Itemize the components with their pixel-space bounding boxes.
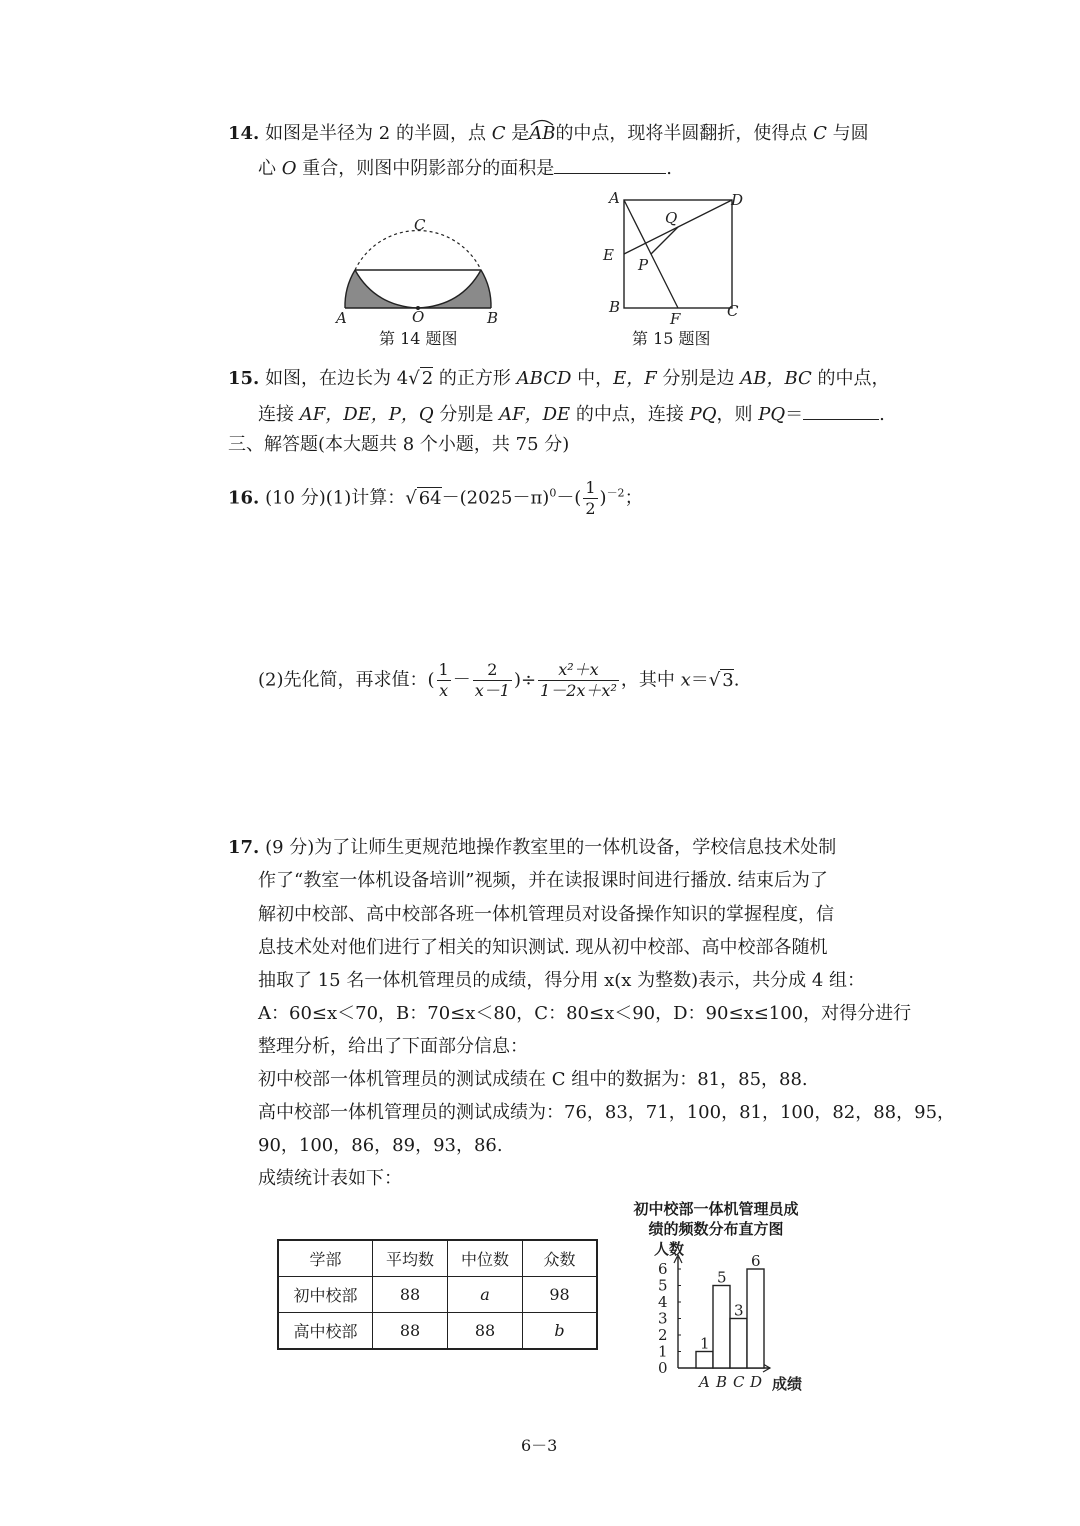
bar-data-label: 3 xyxy=(734,1301,744,1320)
q15-text: 如图，在边长为 4 xyxy=(265,368,409,389)
y-axis-label: 人数 xyxy=(654,1240,685,1258)
q15-line-1 xyxy=(228,367,890,391)
fraction-1-over-x xyxy=(437,660,451,701)
q17-line-3: 息技术处对他们进行了相关的知识测试. 现从初中校部、高中校部各随机 xyxy=(258,937,828,958)
q14-line-2 xyxy=(258,155,672,181)
x-tick-label: A xyxy=(699,1373,710,1391)
arc-mark-icon xyxy=(529,118,555,126)
numerator: 1 xyxy=(438,660,449,679)
denominator: 2 xyxy=(585,499,596,518)
table-header: 中位数 xyxy=(448,1240,523,1277)
q15-text: 的正方形 xyxy=(433,368,517,389)
dashed-arc xyxy=(355,231,481,270)
y-tick-label: 5 xyxy=(658,1276,668,1295)
radicand: 64 xyxy=(418,487,442,509)
q14-number: 14. xyxy=(228,123,260,144)
table-cell: a xyxy=(448,1277,523,1313)
label-b: B xyxy=(487,309,499,325)
figure-15 xyxy=(598,188,753,328)
q17-line-10: 成绩统计表如下： xyxy=(258,1168,402,1189)
shaded-region-right xyxy=(418,270,491,308)
q17-line-0 xyxy=(228,836,836,860)
q15-text: 连接 xyxy=(258,404,300,425)
histogram-title xyxy=(606,1199,826,1239)
table-cell: b xyxy=(523,1313,598,1350)
q14-text: 是 xyxy=(505,123,530,144)
q17-line-6: 整理分析，给出了下面部分信息： xyxy=(258,1036,528,1057)
label-e: E xyxy=(603,246,614,264)
table-cell: 88 xyxy=(373,1277,448,1313)
sqrt-symbol: √ xyxy=(408,368,420,389)
q16-part-1 xyxy=(228,478,643,519)
section-3-heading: 三、解答题(本大题共 8 个小题，共 75 分) xyxy=(228,434,570,455)
q14-text: 的中点，现将半圆翻折，使得点 xyxy=(555,123,814,144)
q15-text: 分别是 xyxy=(433,404,500,425)
math-var: ABCD xyxy=(516,368,572,389)
x-tick-label: D xyxy=(750,1373,763,1391)
q17-line-4: 抽取了 15 名一体机管理员的成绩，得分用 x(x 为整数)表示，共分成 4 组： xyxy=(258,970,866,991)
q16-text: ) xyxy=(599,487,607,509)
q15-text: 的中点，连接 xyxy=(570,404,690,425)
q15-text: 的中点， xyxy=(811,368,890,389)
histogram-title-line-2: 绩的频数分布直方图 xyxy=(648,1220,784,1238)
q15-text: . xyxy=(879,404,885,425)
table-row xyxy=(278,1313,597,1350)
table-cell: 88 xyxy=(448,1313,523,1350)
math-var: E，F xyxy=(613,368,657,389)
label-a: A xyxy=(336,309,347,325)
label-q: Q xyxy=(665,209,678,227)
point-label: C xyxy=(813,123,827,144)
table-cell: 高中校部 xyxy=(278,1313,373,1350)
bar xyxy=(696,1352,713,1369)
q16-number: 16. xyxy=(228,487,260,509)
table-cell: 88 xyxy=(373,1313,448,1350)
table-cell: 初中校部 xyxy=(278,1277,373,1313)
exponent: －2 xyxy=(606,486,625,500)
q15-text: ＝ xyxy=(785,404,804,425)
y-tick-label: 6 xyxy=(658,1260,668,1278)
math-var: AF，DE，P，Q xyxy=(299,404,434,425)
square-abcd xyxy=(624,200,732,308)
denominator: x－1 xyxy=(474,681,510,700)
operator: － xyxy=(452,669,471,691)
math-var: x xyxy=(680,669,691,691)
q14-text: . xyxy=(666,158,672,179)
y-tick-label: 1 xyxy=(658,1342,668,1361)
q14-text: 如图是半径为 2 的半圆，点 xyxy=(265,123,492,144)
radicand: 2 xyxy=(421,368,434,389)
radicand: 3 xyxy=(722,669,734,691)
x-axis-label: 成绩 xyxy=(772,1375,803,1393)
q14-line-1 xyxy=(228,122,869,146)
q17-line-5: A：60≤x＜70，B：70≤x＜80，C：80≤x＜90，D：90≤x≤100，对得分进行 xyxy=(258,1003,912,1024)
y-tick-label: 4 xyxy=(658,1293,668,1311)
q16-text: )÷ xyxy=(513,669,537,691)
q17-number: 17. xyxy=(228,837,260,858)
sqrt-symbol: √ xyxy=(708,669,721,691)
q16-text: －(2025－π) xyxy=(441,487,550,509)
label-c: C xyxy=(727,302,739,320)
y-tick-label: 2 xyxy=(658,1326,668,1344)
q16-part-2 xyxy=(258,660,739,701)
arc-ab xyxy=(529,122,555,146)
bar xyxy=(747,1269,764,1368)
point-label: O xyxy=(281,158,297,179)
q16-text: (2)先化简，再求值：( xyxy=(258,669,435,691)
fraction-2-over-x-minus-1 xyxy=(473,660,512,701)
q16-text: ，其中 xyxy=(620,669,681,691)
stats-table xyxy=(277,1239,598,1350)
q15-line-2 xyxy=(258,401,885,427)
x-tick-label: B xyxy=(716,1373,728,1391)
numerator: x²＋x xyxy=(538,660,619,681)
table-header: 平均数 xyxy=(373,1240,448,1277)
q16-text: (10 分)(1)计算： xyxy=(265,487,406,509)
label-o: O xyxy=(412,308,425,325)
q14-text: 与圆 xyxy=(826,123,869,144)
shaded-region-left xyxy=(345,270,418,308)
point-label: C xyxy=(491,123,506,144)
table-header: 学部 xyxy=(278,1240,373,1277)
label-c: C xyxy=(414,216,426,234)
label-d: D xyxy=(731,191,744,209)
figure-14-caption: 第 14 题图 xyxy=(379,329,458,348)
fraction-half xyxy=(583,478,597,519)
q17-line-9: 90，100，86，89，93，86. xyxy=(258,1135,503,1156)
y-tick-label: 3 xyxy=(658,1309,668,1328)
table-header-row xyxy=(278,1240,597,1277)
fraction-main xyxy=(538,660,619,701)
denominator: x xyxy=(439,681,449,700)
label-b: B xyxy=(609,298,621,316)
q15-number: 15. xyxy=(228,368,260,389)
q17-line-1: 作了“教室一体机设备培训”视频，并在读报课时间进行播放. 结束后为了 xyxy=(258,870,828,891)
exponent: 0 xyxy=(549,486,557,500)
bar xyxy=(730,1319,747,1369)
math-var: AB，BC xyxy=(740,368,812,389)
sqrt-symbol: √ xyxy=(405,487,417,509)
q16-text: . xyxy=(733,669,740,691)
table-header: 众数 xyxy=(523,1240,598,1277)
q17-line-8: 高中校部一体机管理员的测试成绩为：76，83，71，100，81，100，82，88，95， xyxy=(258,1102,956,1123)
q16-text: －( xyxy=(556,487,582,509)
bar-data-label: 6 xyxy=(751,1252,761,1270)
q15-text: 分别是边 xyxy=(656,368,741,389)
figure-15-caption: 第 15 题图 xyxy=(632,329,711,348)
q16-text: ； xyxy=(624,487,643,509)
x-tick-label: C xyxy=(733,1373,745,1391)
q16-text: ＝ xyxy=(690,669,709,691)
answer-blank[interactable] xyxy=(554,155,666,174)
q14-text: 心 xyxy=(258,158,282,179)
q15-text: 中， xyxy=(571,368,614,389)
label-p: P xyxy=(638,256,649,274)
q17-text: (9 分)为了让师生更规范地操作教室里的一体机设备，学校信息技术处制 xyxy=(265,837,837,858)
label-f: F xyxy=(670,310,681,328)
denominator: 1－2x＋x² xyxy=(540,681,617,700)
q15-text: ，则 xyxy=(716,404,759,425)
numerator: 1 xyxy=(585,478,596,497)
bar xyxy=(713,1286,730,1369)
histogram-title-line-1: 初中校部一体机管理员成 xyxy=(633,1200,799,1218)
page-number: 6－3 xyxy=(521,1436,558,1455)
q14-text: 重合，则图中阴影部分的面积是 xyxy=(296,158,555,179)
numerator: 2 xyxy=(473,660,512,681)
bar-data-label: 5 xyxy=(717,1268,727,1287)
answer-blank[interactable] xyxy=(803,401,879,420)
histogram-chart xyxy=(640,1238,820,1393)
q17-line-2: 解初中校部、高中校部各班一体机管理员对设备操作知识的掌握程度，信 xyxy=(258,904,834,925)
math-var: AF，DE xyxy=(499,404,571,425)
label-a: A xyxy=(609,189,620,207)
table-row xyxy=(278,1277,597,1313)
segment-pq xyxy=(651,227,678,254)
y-tick-label: 0 xyxy=(658,1359,668,1377)
figure-14 xyxy=(330,210,510,325)
bar-data-label: 1 xyxy=(700,1334,710,1353)
q17-line-7: 初中校部一体机管理员的测试成绩在 C 组中的数据为：81，85，88. xyxy=(258,1069,808,1090)
table-cell: 98 xyxy=(523,1277,598,1313)
math-var: PQ xyxy=(758,404,786,425)
math-var: PQ xyxy=(689,404,717,425)
arc-label: AB xyxy=(529,123,556,144)
